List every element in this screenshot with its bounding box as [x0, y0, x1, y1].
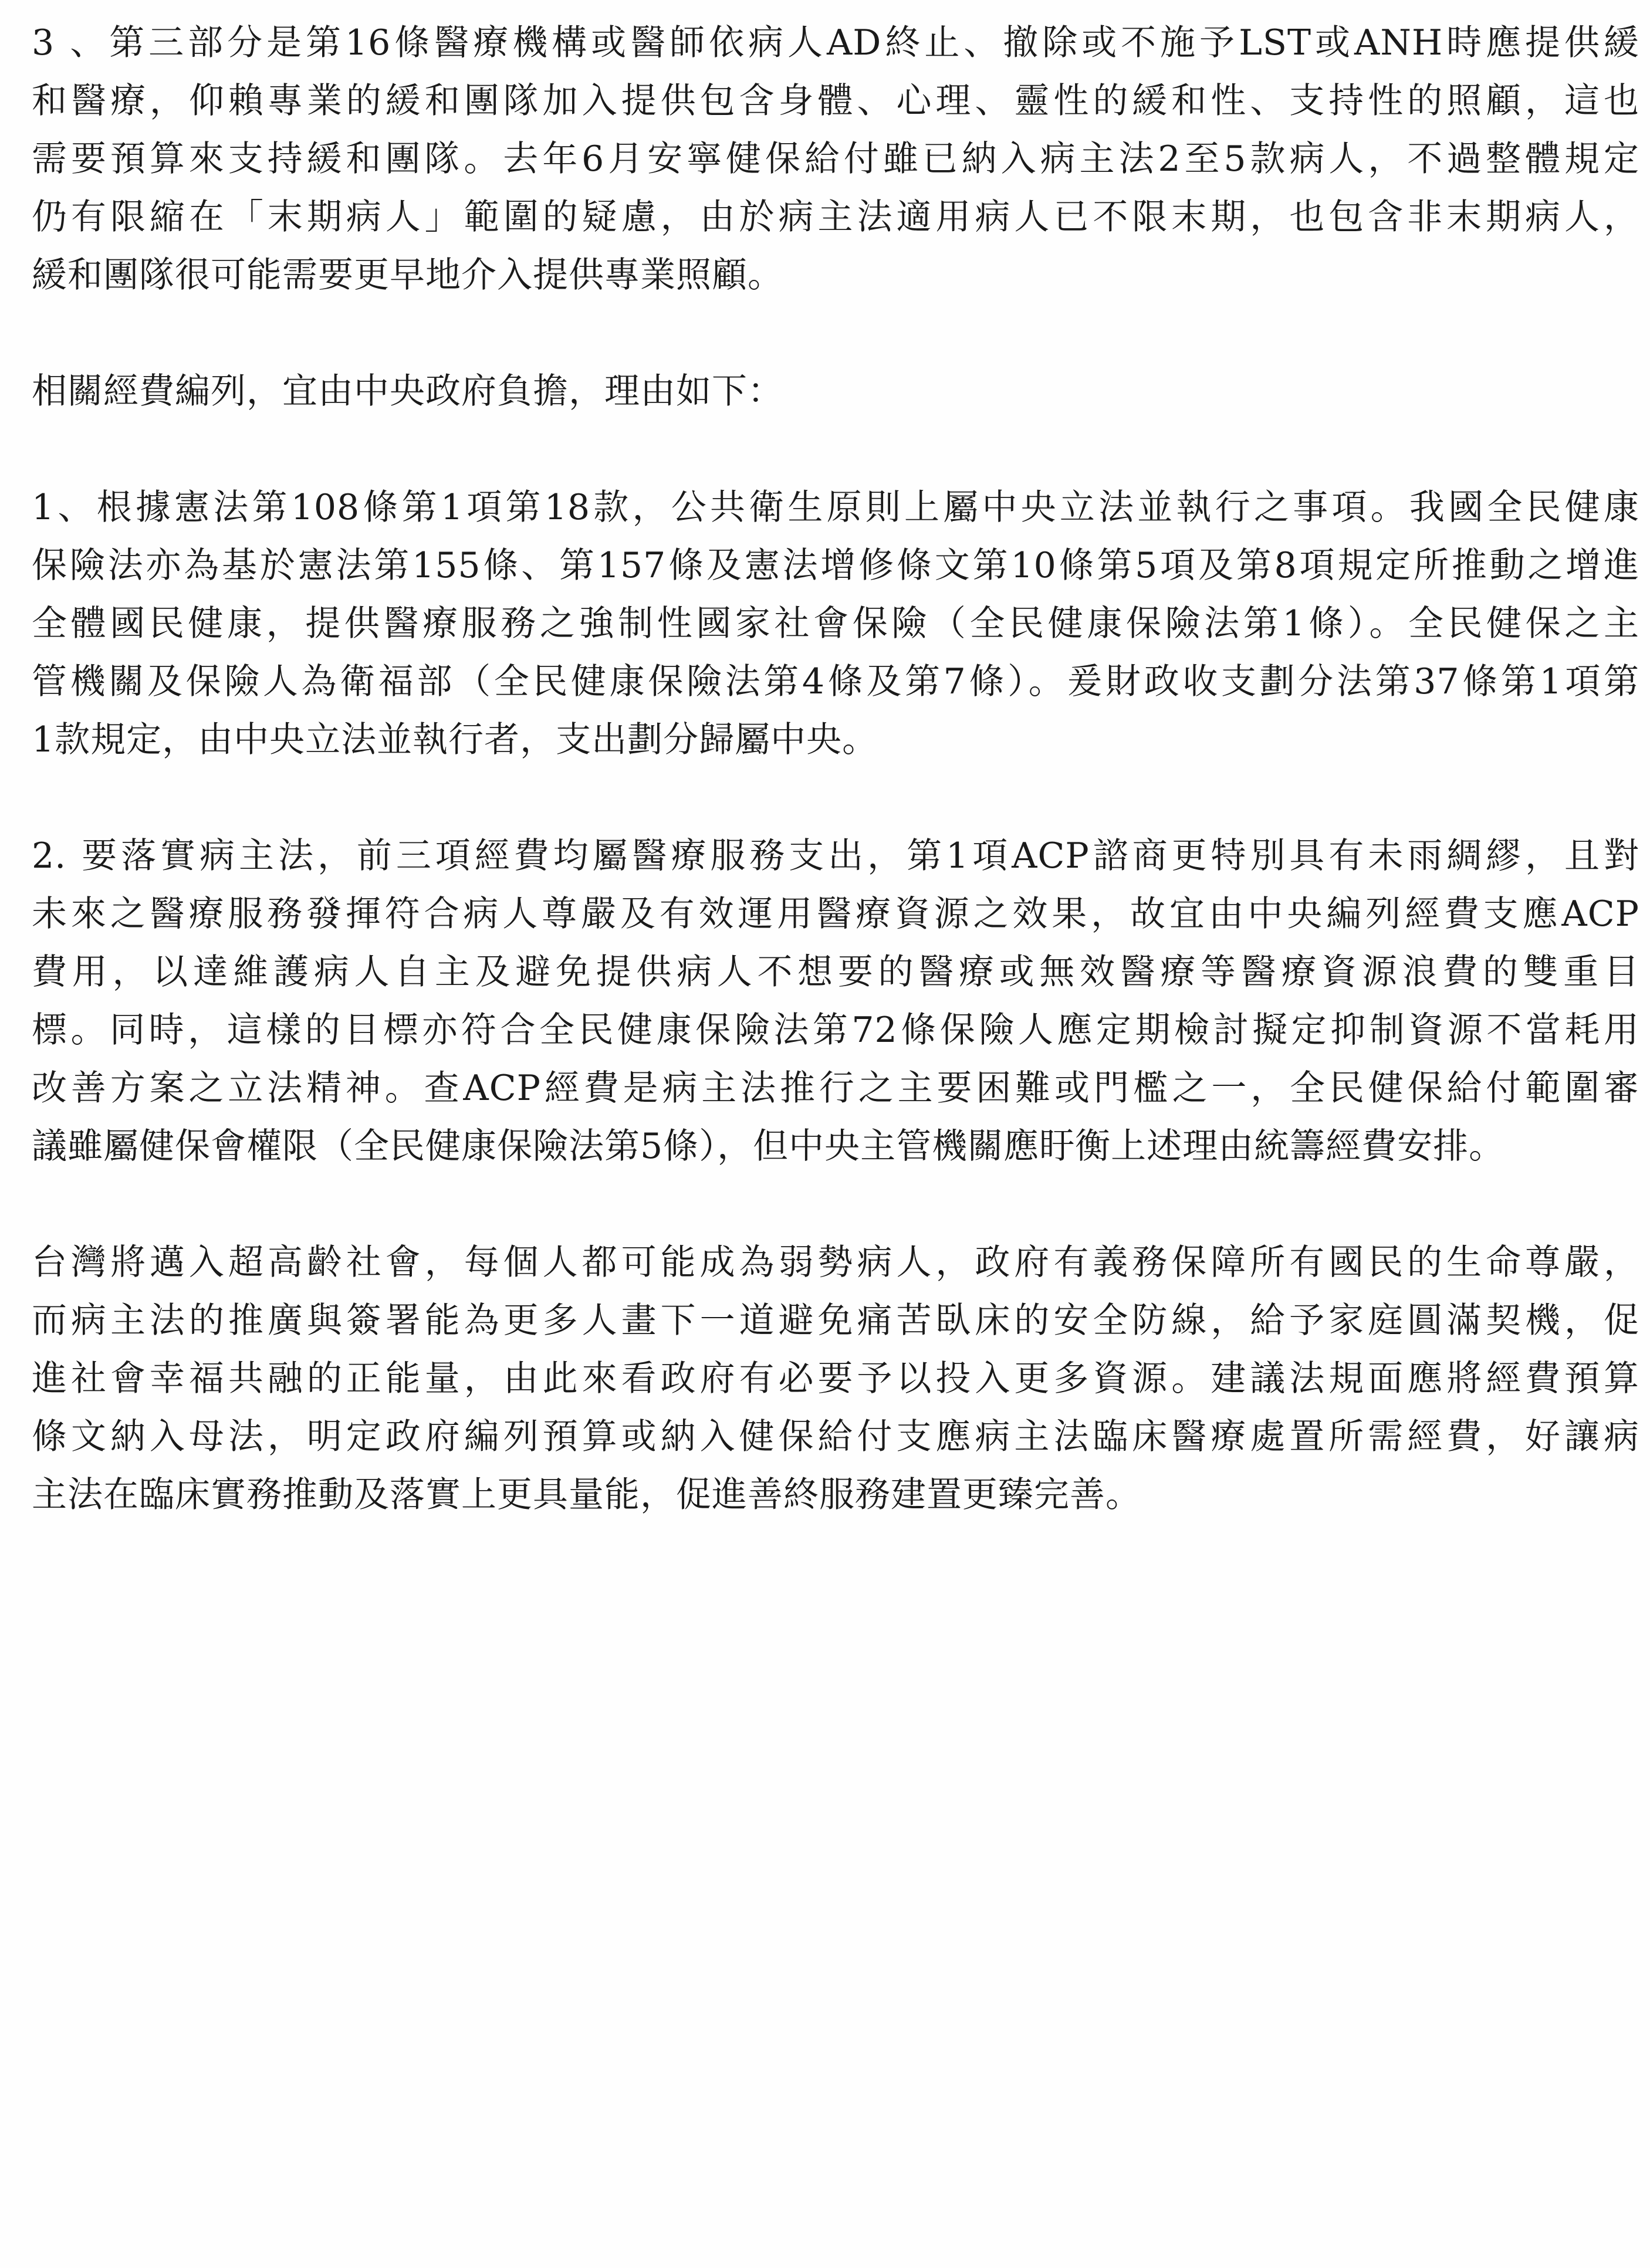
- paragraph-reason-one: [32, 479, 1639, 769]
- text-line: 需要預算來支持緩和團隊。去年6月安寧健保給付雖已納入病主法2至5款病人，不過整體規定: [32, 138, 1639, 180]
- text-line: 相關經費編列，宜由中央政府負擔，理由如下：: [32, 371, 783, 412]
- text-line: 和醫療，仰賴專業的緩和團隊加入提供包含身體、心理、靈性的緩和性、支持性的照顧，這也: [32, 80, 1639, 121]
- text-line: 管機關及保險人為衛福部（全民健康保險法第4條及第7條）。爰財政收支劃分法第37條第1項第: [32, 661, 1639, 702]
- text-line: 緩和團隊很可能需要更早地介入提供專業照顧。: [32, 255, 783, 296]
- text-line: 未來之醫療服務發揮符合病人尊嚴及有效運用醫療資源之效果，故宜由中央編列經費支應ACP: [32, 893, 1639, 935]
- paragraph-conclusion: [32, 1234, 1639, 1524]
- text-line: 台灣將邁入超高齡社會，每個人都可能成為弱勢病人，政府有義務保障所有國民的生命尊嚴，: [32, 1242, 1639, 1283]
- paragraph-gap: [32, 1176, 1639, 1234]
- text-line: 進社會幸福共融的正能量，由此來看政府有必要予以投入更多資源。建議法規面應將經費預算: [32, 1358, 1639, 1399]
- text-line: 改善方案之立法精神。查ACP經費是病主法推行之主要困難或門檻之一，全民健保給付範圍審: [32, 1068, 1639, 1109]
- text-line: 主法在臨床實務推動及落實上更具量能，促進善終服務建置更臻完善。: [32, 1474, 1141, 1515]
- text-line: 1、根據憲法第108條第1項第18款，公共衛生原則上屬中央立法並執行之事項。我國全民健康: [32, 487, 1639, 528]
- text-line: 費用，以達維護病人自主及避免提供病人不想要的醫療或無效醫療等醫療資源浪費的雙重目: [32, 952, 1639, 993]
- text-line: 全體國民健康，提供醫療服務之強制性國家社會保險（全民健康保險法第1條）。全民健保之主: [32, 603, 1639, 644]
- text-line: 標。同時，這樣的目標亦符合全民健康保險法第72條保險人應定期檢討擬定抑制資源不當耗用: [32, 1010, 1639, 1051]
- text-line: 議雖屬健保會權限（全民健康保險法第5條），但中央主管機關應盱衡上述理由統籌經費安排。: [32, 1126, 1505, 1167]
- text-line: 保險法亦為基於憲法第155條、第157條及憲法增修條文第10條第5項及第8項規定所推動之增進: [32, 545, 1639, 586]
- text-line: 仍有限縮在「末期病人」範圍的疑慮，由於病主法適用病人已不限末期，也包含非末期病人，: [32, 197, 1639, 238]
- text-line: 1款規定，由中央立法並執行者，支出劃分歸屬中央。: [32, 719, 878, 760]
- paragraph-gap: [32, 304, 1639, 363]
- document-body: [32, 14, 1639, 1524]
- text-line: 而病主法的推廣與簽署能為更多人畫下一道避免痛苦臥床的安全防線，給予家庭圓滿契機，促: [32, 1300, 1639, 1341]
- paragraph-gap: [32, 421, 1639, 479]
- paragraph-part-three: [32, 14, 1639, 304]
- paragraph-reason-two: [32, 827, 1639, 1176]
- paragraph-funding-intro: [32, 363, 1639, 421]
- text-line: 條文納入母法，明定政府編列預算或納入健保給付支應病主法臨床醫療處置所需經費，好讓病: [32, 1416, 1639, 1457]
- text-line: 2. 要落實病主法，前三項經費均屬醫療服務支出，第1項ACP諮商更特別具有未雨綢繆，且對: [32, 835, 1639, 876]
- text-line: 3 、第三部分是第16條醫療機構或醫師依病人AD終止、撤除或不施予LST或ANH時應提供緩: [32, 22, 1639, 63]
- paragraph-gap: [32, 769, 1639, 827]
